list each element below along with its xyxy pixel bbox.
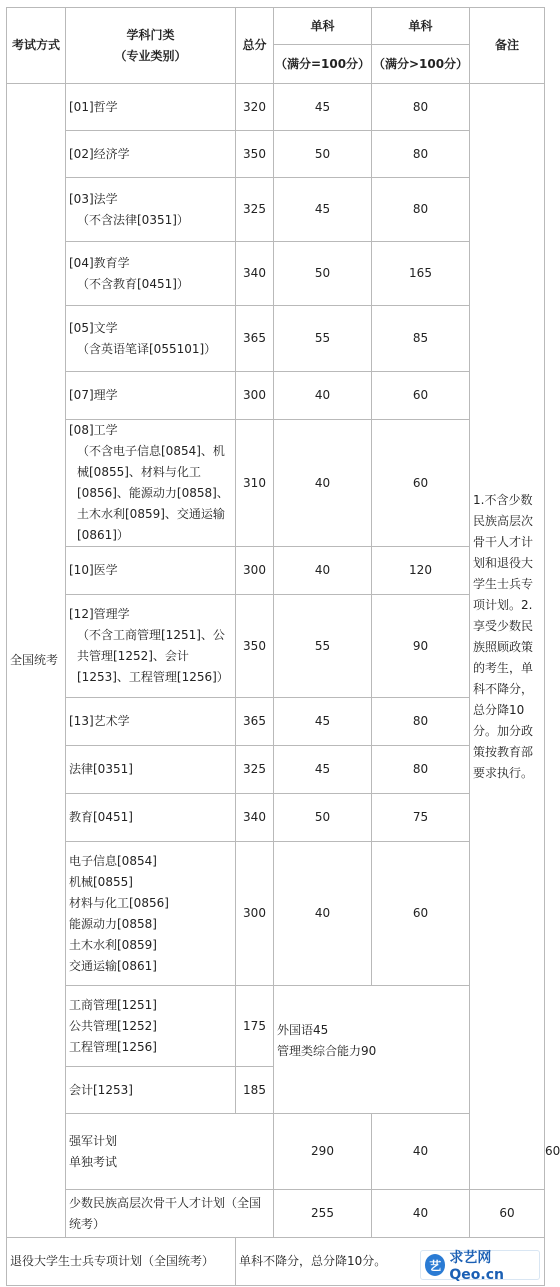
single2-cell: 120 — [372, 547, 470, 595]
eng-group-line: 电子信息[0854] — [69, 853, 157, 868]
total-cell: 320 — [236, 84, 274, 131]
total-cell: 365 — [236, 306, 274, 372]
subject-cell — [66, 131, 236, 178]
total-cell: 290 — [274, 1114, 372, 1190]
merged-line1: 外国语45 — [277, 1023, 329, 1037]
table-row — [7, 746, 545, 794]
single1-cell: 40 — [274, 547, 372, 595]
total-cell: 325 — [236, 178, 274, 242]
header-subject — [66, 8, 236, 84]
total-cell: 310 — [236, 420, 274, 547]
table-row — [7, 842, 545, 986]
strong-army-line2: 单独考试 — [69, 1154, 118, 1169]
table-row — [7, 84, 545, 131]
subject-name: [01]哲学 — [69, 99, 118, 114]
subject-name: [13]艺术学 — [69, 714, 130, 728]
single2-cell: 60 — [372, 842, 470, 986]
strong-army-line1: 强军计划 — [69, 1133, 118, 1148]
mgmt-group-cell — [66, 986, 236, 1067]
subject-cell — [66, 746, 236, 794]
single1-cell: 55 — [274, 595, 372, 698]
subject-note: （不含教育[0451]） — [77, 276, 189, 291]
score-table — [6, 7, 560, 1286]
single1-cell: 45 — [274, 178, 372, 242]
table-row — [7, 986, 545, 1067]
single1-cell: 45 — [274, 746, 372, 794]
single2-cell: 80 — [372, 698, 470, 746]
header-total: 总分 — [236, 8, 274, 84]
table-row — [7, 306, 545, 372]
veteran-cell: 退役大学生士兵专项计划（全国统考） — [7, 1238, 236, 1286]
table-row — [7, 595, 545, 698]
total-cell: 300 — [236, 372, 274, 420]
subject-note: （不含电子信息[0854]、机械[0855]、材料与化工[0856]、能源动力[0858]、土木水利[0859]、交通运输[0861]） — [77, 444, 229, 542]
subject-cell — [66, 242, 236, 306]
subject-name: [08]工学 — [69, 423, 118, 437]
merged-single-cell — [274, 986, 470, 1114]
subject-cell — [66, 595, 236, 698]
single1-cell: 40 — [372, 1190, 470, 1238]
single1-cell: 40 — [274, 842, 372, 986]
table-row — [7, 131, 545, 178]
minority-cell: 少数民族高层次骨干人才计划（全国统考） — [66, 1190, 274, 1238]
subject-name: [04]教育学 — [69, 255, 130, 270]
single1-cell: 50 — [274, 794, 372, 842]
single2-cell: 60 — [470, 1190, 545, 1238]
main-body — [7, 84, 560, 1286]
watermark — [420, 1250, 540, 1283]
subject-cell — [66, 84, 236, 131]
total-cell: 340 — [236, 242, 274, 306]
remark-cell: 1.不含少数民族高层次骨干人才计划和退役大学生士兵专项计划。2.享受少数民族照顾政策的考生，单科不降分，总分降10分。加分政策按教育部要求执行。 — [470, 84, 545, 1190]
subject-name: [10]医学 — [69, 563, 118, 577]
total-cell: 255 — [274, 1190, 372, 1238]
subject-name: [03]法学 — [69, 191, 118, 206]
total-cell: 350 — [236, 595, 274, 698]
subject-name: 法律[0351] — [69, 762, 133, 776]
single2-cell: 80 — [372, 746, 470, 794]
eng-group-line: 材料与化工[0856] — [69, 895, 169, 910]
total-cell: 340 — [236, 794, 274, 842]
single1-cell: 40 — [274, 372, 372, 420]
single1-cell: 50 — [274, 242, 372, 306]
mgmt-group-line: 公共管理[1252] — [69, 1018, 157, 1033]
subject-cell — [66, 178, 236, 242]
single2-cell: 165 — [372, 242, 470, 306]
subject-name: [07]理学 — [69, 388, 118, 402]
single2-cell: 75 — [372, 794, 470, 842]
subject-cell — [66, 698, 236, 746]
veteran-text: 单科不降分，总分降10分。 — [236, 1238, 545, 1286]
header-single1-sub: （满分=100分） — [274, 45, 372, 84]
watermark-logo-icon: 艺 — [425, 1254, 445, 1276]
subject-name: [12]管理学 — [69, 607, 130, 621]
total-cell: 185 — [236, 1067, 274, 1114]
merged-line2: 管理类综合能力90 — [277, 1044, 377, 1058]
eng-group-line: 土木水利[0859] — [69, 937, 157, 952]
single2-cell: 85 — [372, 306, 470, 372]
subject-note: （不含法律[0351]） — [77, 212, 189, 227]
header-single2: 单科 — [372, 8, 470, 45]
mgmt-group-line: 工商管理[1251] — [69, 997, 157, 1012]
subject-note: （含英语笔译[055101]） — [77, 341, 217, 356]
total-cell: 300 — [236, 842, 274, 986]
eng-group-cell — [66, 842, 236, 986]
subject-cell: 会计[1253] — [66, 1067, 236, 1114]
header-remark: 备注 — [470, 8, 545, 84]
header-single2-sub: （满分>100分） — [372, 45, 470, 84]
table-row — [7, 698, 545, 746]
single2-cell: 80 — [372, 131, 470, 178]
table-row — [7, 242, 545, 306]
single2-cell: 60 — [372, 420, 470, 547]
subject-cell — [66, 372, 236, 420]
mode-unified: 全国统考 — [7, 84, 66, 1238]
total-cell: 175 — [236, 986, 274, 1067]
single2-cell: 60 — [372, 372, 470, 420]
total-cell: 350 — [236, 131, 274, 178]
strong-army-cell — [66, 1114, 274, 1190]
eng-group-line: 机械[0855] — [69, 874, 133, 889]
single1-cell: 50 — [274, 131, 372, 178]
total-cell: 365 — [236, 698, 274, 746]
single1-cell: 55 — [274, 306, 372, 372]
header-mode: 考试方式 — [7, 8, 66, 84]
table-row — [7, 178, 545, 242]
eng-group-line: 交通运输[0861] — [69, 958, 157, 973]
single1-cell: 45 — [274, 698, 372, 746]
eng-group-line: 能源动力[0858] — [69, 916, 157, 931]
single2-cell: 80 — [372, 178, 470, 242]
subject-name: [05]文学 — [69, 320, 118, 335]
subject-name: [02]经济学 — [69, 146, 130, 161]
single2-cell: 90 — [372, 595, 470, 698]
single1-cell: 40 — [274, 420, 372, 547]
mgmt-group-line: 工程管理[1256] — [69, 1039, 157, 1054]
subject-cell — [66, 547, 236, 595]
subject-name: 教育[0451] — [69, 810, 133, 824]
subject-note: （不含工商管理[1251]、公共管理[1252]、会计[1253]、工程管理[1256]） — [77, 628, 229, 684]
subject-cell — [66, 306, 236, 372]
subject-cell — [66, 420, 236, 547]
single1-cell: 45 — [274, 84, 372, 131]
table-row — [7, 547, 545, 595]
total-cell: 325 — [236, 746, 274, 794]
total-cell: 300 — [236, 547, 274, 595]
watermark-text: 求艺网Qeo.cn — [449, 1250, 505, 1283]
table-row — [7, 794, 545, 842]
header-single1: 单科 — [274, 8, 372, 45]
subject-cell — [66, 794, 236, 842]
table-row: 强军计划 单独考试 290 40 60 — [7, 1114, 545, 1190]
table-row — [7, 372, 545, 420]
table-row — [7, 420, 545, 547]
table-row — [7, 1190, 545, 1238]
single2-cell: 80 — [372, 84, 470, 131]
header-subject-line2: （专业类别） — [114, 48, 187, 63]
header-subject-line1: 学科门类 — [126, 27, 175, 42]
single1-cell: 40 — [372, 1114, 470, 1190]
